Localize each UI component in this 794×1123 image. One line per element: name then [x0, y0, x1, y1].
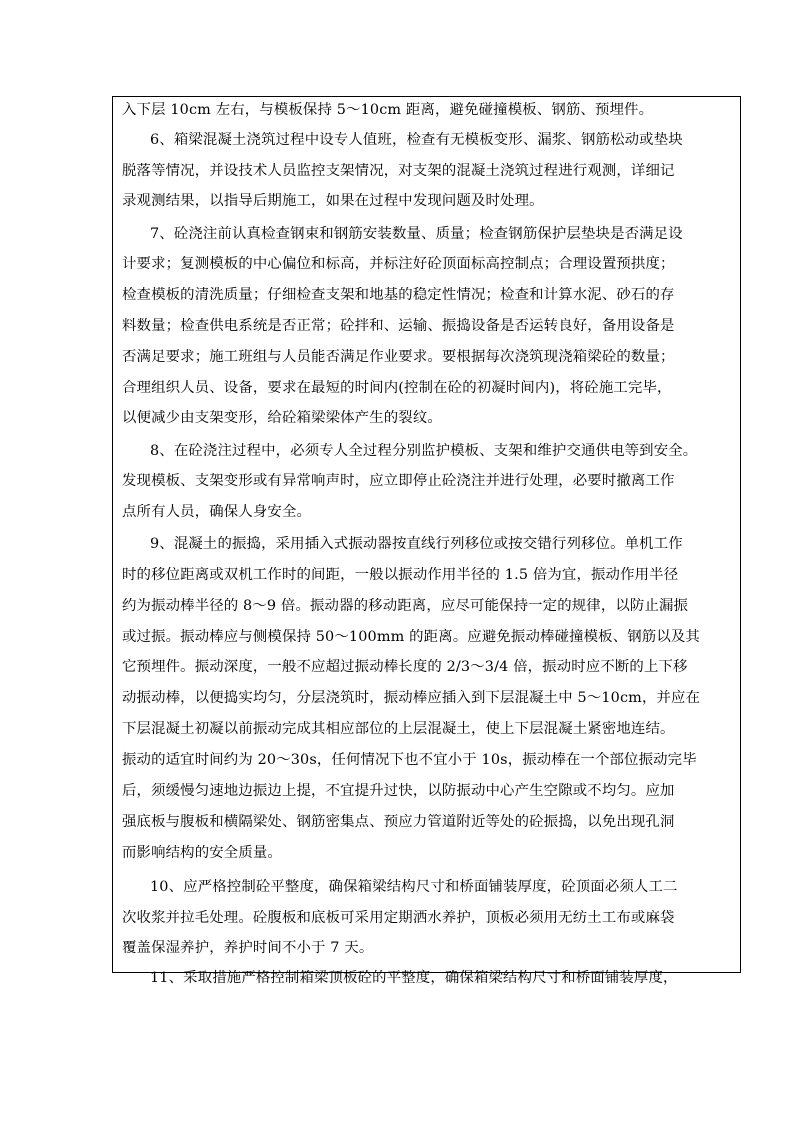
- text-line: 后，须缓慢匀速地边振边上提，不宜提升过快，以防振动中心产生空隙或不均匀。应加: [122, 783, 675, 799]
- text-line: 次收浆并拉毛处理。砼腹板和底板可采用定期洒水养护，顶板必须用无纺土工布或麻袋: [122, 910, 675, 926]
- paragraph-11-line-1: 11、采取措施严格控制箱梁顶板砼的平整度，确保箱梁结构尺寸和桥面铺装厚度，: [150, 970, 678, 986]
- text-line: 约为振动棒半径的 8～9 倍。振动器的移动距离，应尽可能保持一定的规律，以防止漏振: [122, 598, 689, 614]
- paragraph-9-line-1: 9、混凝土的振捣，采用插入式振动器按直线行列移位或按交错行列移位。单机工作: [150, 536, 683, 552]
- text-line: 入下层 10cm 左右，与模板保持 5～10cm 距离，避免碰撞模板、钢筋、预埋件。: [122, 102, 654, 118]
- text-line: 覆盖保湿养护，养护时间不小于 7 天。: [122, 940, 374, 956]
- paragraph-6-line-1: 6、箱梁混凝土浇筑过程中设专人值班，检查有无模板变形、漏浆、钢筋松动或垫块: [150, 132, 683, 148]
- text-line: 合理组织人员、设备，要求在最短的时间内(控制在砼的初凝时间内)，将砼施工完毕，: [122, 380, 672, 396]
- text-line: 以便减少由支架变形，给砼箱梁梁体产生的裂纹。: [122, 410, 442, 426]
- text-line: 而影响结构的安全质量。: [122, 845, 282, 861]
- text-line: 计要求；复测模板的中心偏位和标高，并标注好砼顶面标高控制点；合理设置预拱度；: [122, 256, 675, 272]
- text-line: 下层混凝土初凝以前振动完成其相应部位的上层混凝土，使上下层混凝土紧密地连结。: [122, 721, 675, 737]
- text-line: 脱落等情况，并设技术人员监控支架情况，对支架的混凝土浇筑过程进行观测，详细记: [122, 163, 675, 179]
- text-line: 料数量；检查供电系统是否正常；砼拌和、运输、振捣设备是否运转良好，备用设备是: [122, 318, 675, 334]
- paragraph-10-line-1: 10、应严格控制砼平整度，确保箱梁结构尺寸和桥面铺装厚度，砼顶面必须人工二: [150, 879, 678, 895]
- text-line: 否满足要求；施工班组与人员能否满足作业要求。要根据每次浇筑现浇箱梁砼的数量；: [122, 349, 675, 365]
- text-line: 检查模板的清洗质量；仔细检查支架和地基的稳定性情况；检查和计算水泥、砂石的存: [122, 287, 675, 303]
- text-line: 或过振。振动棒应与侧模保持 50～100mm 的距离。应避免振动棒碰撞模板、钢筋以及其: [122, 629, 700, 645]
- text-line: 强底板与腹板和横隔梁处、钢筋密集点、预应力管道附近等处的砼振捣，以免出现孔洞: [122, 814, 675, 830]
- text-line: 时的移位距离或双机工作时的间距，一般以振动作用半径的 1.5 倍为宜，振动作用半径: [122, 567, 679, 583]
- text-line: 振动的适宜时间约为 20～30s，任何情况下也不宜小于 10s，振动棒在一个部位振动完毕: [122, 752, 697, 768]
- text-line: 动振动棒，以便捣实均匀，分层浇筑时，振动棒应插入到下层混凝土中 5～10cm，并应在: [122, 690, 701, 706]
- paragraph-7-line-1: 7、砼浇注前认真检查钢束和钢筋安装数量、质量；检查钢筋保护层垫块是否满足设: [150, 226, 683, 242]
- text-line: 录观测结果，以指导后期施工，如果在过程中发现问题及时处理。: [122, 193, 544, 209]
- text-line: 发现模板、支架变形或有异常响声时，应立即停止砼浇注并进行处理，必要时撤离工作: [122, 473, 675, 489]
- paragraph-8-line-1: 8、在砼浇注过程中，必须专人全过程分别监护模板、支架和维护交通供电等到安全。: [150, 443, 698, 459]
- text-line: 点所有人员，确保人身安全。: [122, 504, 312, 520]
- text-line: 它预埋件。振动深度，一般不应超过振动棒长度的 2/3～3/4 倍，振动时应不断的上下移: [122, 659, 688, 675]
